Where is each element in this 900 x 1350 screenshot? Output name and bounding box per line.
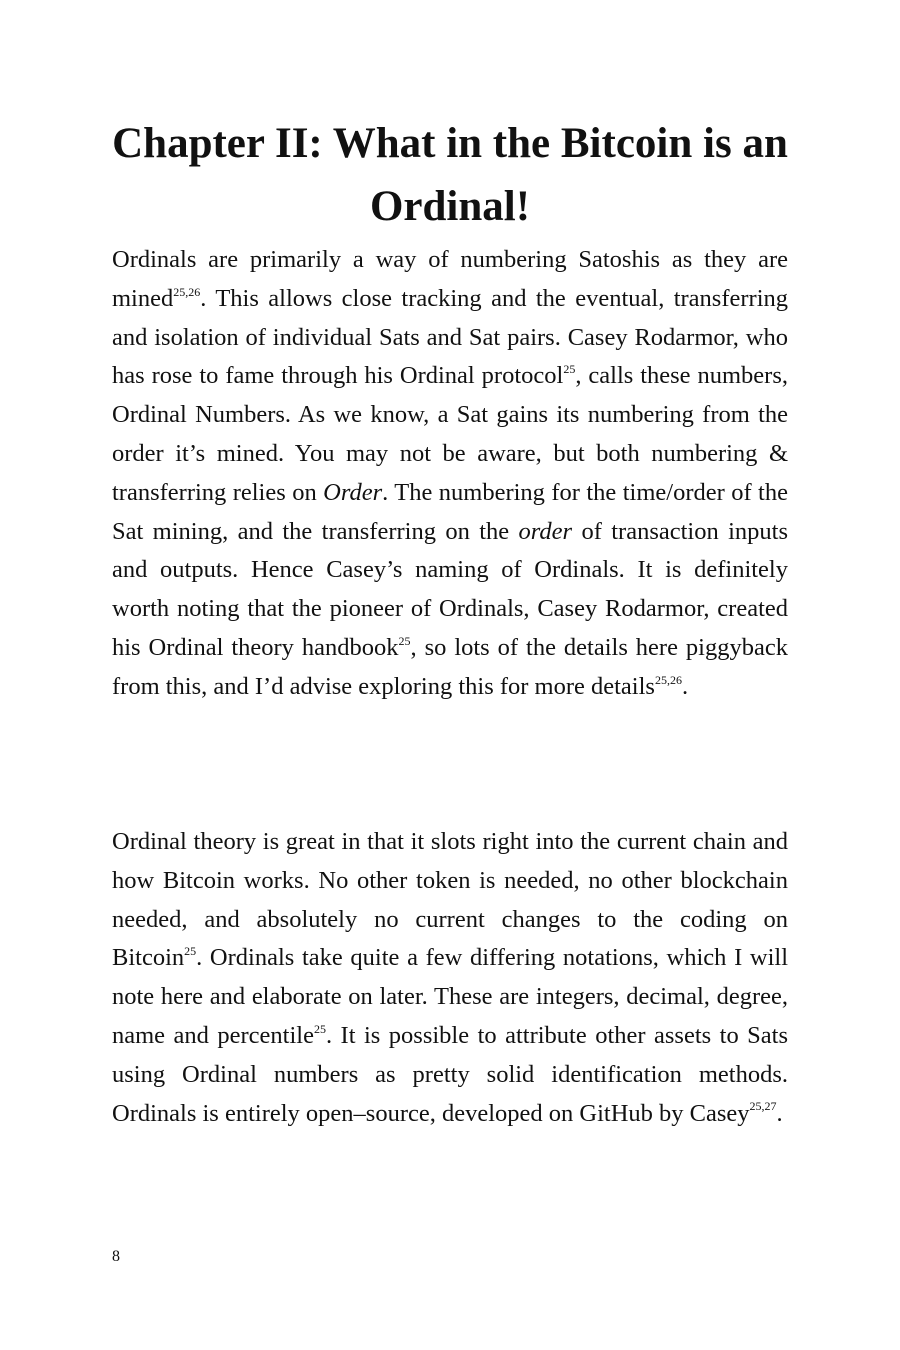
- emphasis-text: order: [518, 517, 573, 545]
- footnote-reference: 25: [313, 1021, 326, 1036]
- paragraph-text: .: [776, 1099, 783, 1127]
- footnote-reference: 25: [563, 362, 576, 377]
- paragraph-text: of transaction inputs and outputs. Hence Casey’s naming of Ordinals. It is definitely worth noting that the pioneer of Ordinals, Casey Rodarmor, created his Ordinal theory handbook: [112, 517, 789, 661]
- footnote-reference: 25: [398, 633, 411, 648]
- paragraph-text: , so lots of the details here piggyback from this, and I’d advise exploring this for more details: [112, 633, 788, 700]
- chapter-title: Chapter II: What in the Bitcoin is an Ordinal!: [112, 120, 788, 230]
- paragraph-text: .: [681, 672, 689, 700]
- paragraph-text: Ordinals are primarily a way of numbering Satoshis as they are mined: [112, 246, 788, 312]
- emphasis-text: Order: [323, 478, 383, 506]
- paragraph-text: Ordinal theory is great in that it slots right into the current chain and how Bitcoin works. No other token is needed, no other blockchain needed, and absolutely no current changes to the coding on Bitcoin: [112, 828, 788, 972]
- footnote-reference: 25,26: [173, 284, 201, 299]
- paragraph-text: . The numbering for the time/order of the Sat mining, and the transferring on the: [112, 478, 788, 545]
- body-paragraph-2: [112, 823, 788, 1133]
- paragraph-text: . It is possible to attribute other assets to Sats using Ordinal numbers as pretty solid identification methods. Ordinals is entirely open–source, developed on GitHub by Casey: [112, 1021, 788, 1127]
- paragraph-text: . Ordinals take quite a few differing notations, which I will note here and elaborate on later. These are integers, decimal, degree, name and percentile: [112, 944, 788, 1049]
- page-number: 8: [112, 1248, 120, 1265]
- paragraph-text: , calls these numbers, Ordinal Numbers. As we know, a Sat gains its numbering from the order it’s mined. You may not be aware, but both numbering & transferring relies on: [112, 362, 788, 506]
- footnote-reference: 25,27: [749, 1099, 777, 1114]
- footnote-reference: 25: [184, 944, 197, 959]
- body-paragraph-1: [112, 241, 788, 707]
- footnote-reference: 25,26: [654, 672, 682, 687]
- paragraph-text: . This allows close tracking and the eventual, transferring and isolation of individual Sats and Sat pairs. Casey Rodarmor, who has rose to fame through his Ordinal protocol: [112, 284, 788, 390]
